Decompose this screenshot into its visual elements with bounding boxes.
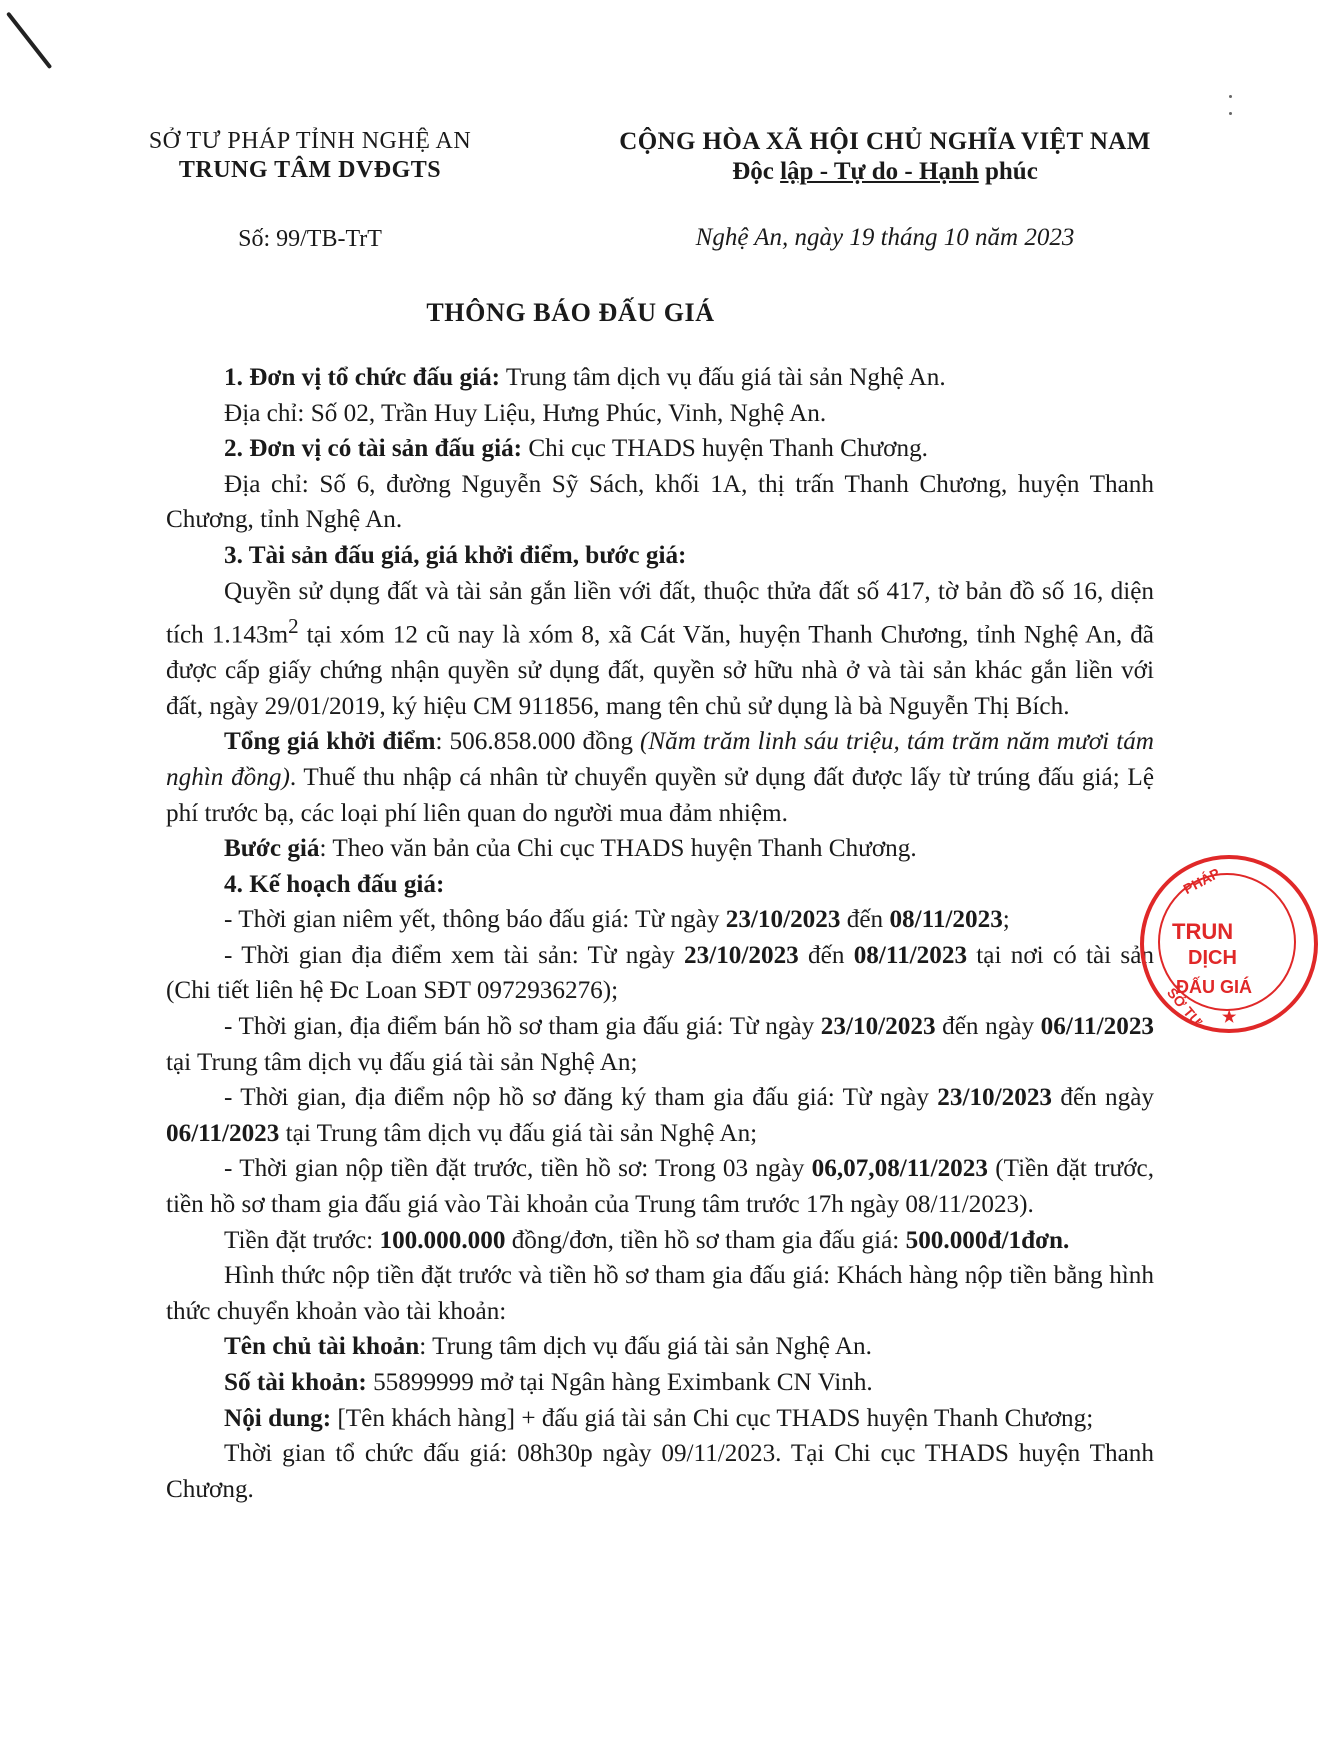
plan-item-viewing: - Thời gian địa điểm xem tài sản: Từ ngày 23/10/2023 đến 08/11/2023 tại nơi có tài sản (Chi tiết liên hệ Đc Loan SĐT 0972936276);: [166, 941, 1154, 1005]
price-step: Bước giá: Theo văn bản của Chi cục THADS huyện Thanh Chương.: [224, 835, 917, 863]
national-header: [575, 128, 1195, 252]
issuer-header: [100, 128, 520, 253]
section-1: 1. Đơn vị tổ chức đấu giá: Trung tâm dịch vụ đấu giá tài sản Nghệ An.: [224, 364, 946, 391]
payment-method: Hình thức nộp tiền đặt trước và tiền hồ sơ tham gia đấu giá: Khách hàng nộp tiền bằng hình thức chuyển khoản vào tài khoản:: [166, 1262, 1154, 1325]
auction-time: Thời gian tổ chức đấu giá: 08h30p ngày 09/11/2023. Tại Chi cục THADS huyện Thanh Chương.: [166, 1440, 1154, 1503]
document-date: Nghệ An, ngày 19 tháng 10 năm 2023: [695, 224, 1075, 251]
deposit-amount: Tiền đặt trước: 100.000.000 đồng/đơn, tiền hồ sơ tham gia đấu giá: 500.000đ/1đơn.: [224, 1226, 1070, 1254]
plan-item-dossier-sale: - Thời gian, địa điểm bán hồ sơ tham gia đấu giá: Từ ngày 23/10/2023 đến ngày 06/11/2023 tại Trung tâm dịch vụ đấu giá tài sản Nghệ An;: [166, 1013, 1155, 1076]
section-2: 2. Đơn vị có tài sản đấu giá: Chi cục THADS huyện Thanh Chương.: [224, 435, 928, 463]
account-number: Số tài khoản: 55899999 mở tại Ngân hàng Eximbank CN Vinh.: [224, 1369, 873, 1397]
stamp-text-line1: TRUN: [1172, 919, 1234, 944]
document-body: [166, 360, 1154, 1507]
stamp-text-top: PHÁP: [1180, 864, 1223, 898]
issuer-department: SỞ TƯ PHÁP TỈNH NGHỆ AN: [148, 128, 472, 154]
plan-item-deposit-time: - Thời gian nộp tiền đặt trước, tiền hồ sơ: Trong 03 ngày 06,07,08/11/2023 (Tiền đặt trước, tiền hồ sơ tham gia đấu giá vào Tài khoản của Trung tâm trước 17h ngày 08/11/2023).: [166, 1155, 1155, 1219]
scan-edge-dots: [1229, 95, 1233, 135]
stamp-text-line3: ĐẤU GIÁ: [1176, 977, 1252, 997]
pen-scratch-mark: [6, 12, 52, 70]
stamp-star-icon: ★: [1222, 1009, 1237, 1026]
transfer-content: Nội dung: [Tên khách hàng] + đấu giá tài sản Chi cục THADS huyện Thanh Chương;: [224, 1404, 1094, 1432]
red-seal-stamp: [1140, 855, 1318, 1033]
section-3-heading: 3. Tài sản đấu giá, giá khởi điểm, bước giá:: [224, 541, 687, 569]
section-4-heading: 4. Kế hoạch đấu giá:: [224, 870, 445, 898]
plan-item-registration: - Thời gian, địa điểm nộp hồ sơ đăng ký tham gia đấu giá: Từ ngày 23/10/2023 đến ngày 06/11/2023 tại Trung tâm dịch vụ đấu giá tài sản Nghệ An;: [166, 1084, 1155, 1147]
section-2-address: Địa chỉ: Số 6, đường Nguyễn Sỹ Sách, khối 1A, thị trấn Thanh Chương, huyện Thanh Chương, tỉnh Nghệ An.: [166, 470, 1154, 534]
stamp-text-side: SỞ TƯ: [1163, 984, 1206, 1030]
issuer-center: TRUNG TÂM DVĐGTS: [178, 157, 442, 183]
plan-item-listing: - Thời gian niêm yết, thông báo đấu giá: Từ ngày 23/10/2023 đến 08/11/2023;: [224, 906, 1010, 934]
national-motto: Độc lập - Tự do - Hạnh phúc: [732, 158, 1038, 185]
document-number: Số: 99/TB-TrT: [238, 226, 382, 252]
section-1-address: Địa chỉ: Số 02, Trần Huy Liệu, Hưng Phúc, Vinh, Nghệ An.: [224, 399, 827, 427]
document-title: THÔNG BÁO ĐẤU GIÁ: [426, 298, 715, 327]
account-holder: Tên chủ tài khoản: Trung tâm dịch vụ đấu giá tài sản Nghệ An.: [224, 1333, 872, 1361]
starting-price: Tổng giá khởi điểm: 506.858.000 đồng (Năm trăm linh sáu triệu, tám trăm năm mươi tám nghìn đồng). Thuế thu nhập cá nhân từ chuyển quyền sử dụng đất được lấy từ trúng đấu giá; Lệ phí trước bạ, các loại phí liên quan do người mua đảm nhiệm.: [166, 728, 1154, 827]
asset-description: Quyền sử dụng đất và tài sản gắn liền với đất, thuộc thửa đất số 417, tờ bản đồ số 16, diện tích $1.143m^2$ tại xóm 12 cũ nay là xóm 8, xã Cát Văn, huyện Thanh Chương, tỉnh Nghệ An, đã được cấp giấy chứng nhận quyền sử dụng đất, quyền sở hữu nhà ở và tài sản khác gắn liền với đất, ngày 29/01/2019, ký hiệu CM 911856, mang tên chủ sử dụng là bà Nguyễn Thị Bích.: [166, 577, 1154, 720]
national-title: CỘNG HÒA XÃ HỘI CHỦ NGHĨA VIỆT NAM: [619, 128, 1151, 155]
stamp-text-line2: DỊCH: [1188, 947, 1237, 969]
